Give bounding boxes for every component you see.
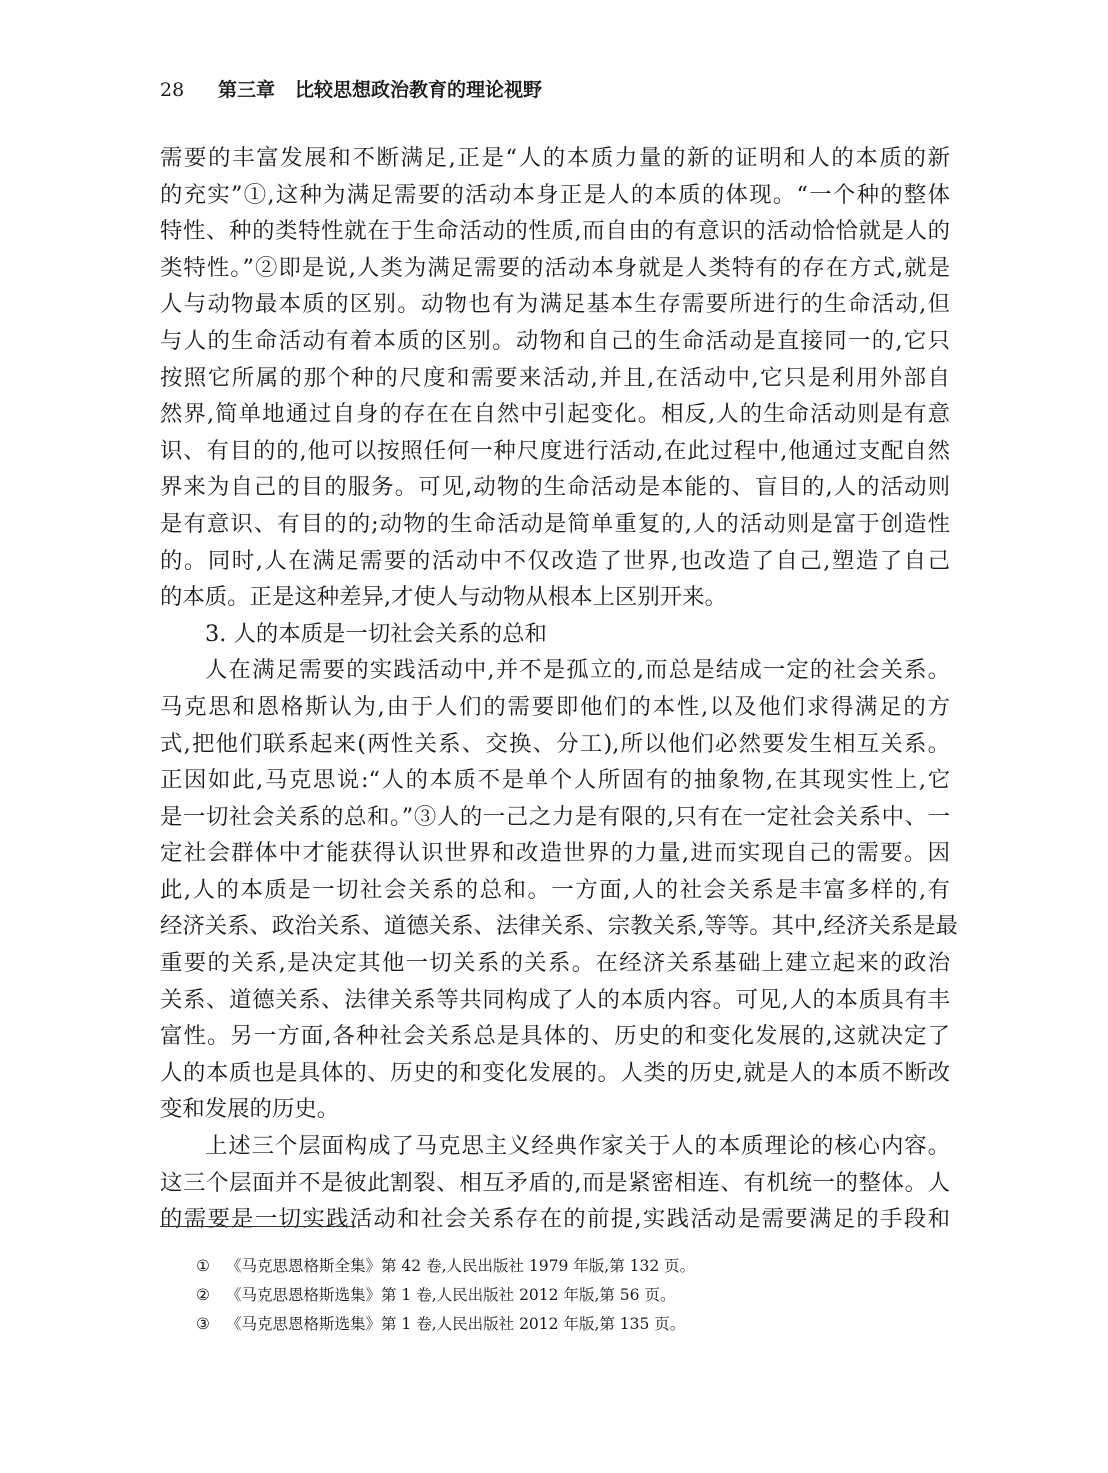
text-line: 是一切社会关系的总和。”③人的一己之力是有限的,只有在一定社会关系中、一 <box>160 803 950 830</box>
text-line: 类特性。”②即是说,人类为满足需要的活动本身就是人类特有的存在方式,就是 <box>160 254 950 281</box>
text-line: 的需要是一切实践活动和社会关系存在的前提,实践活动是需要满足的手段和 <box>160 1206 950 1233</box>
footnote <box>196 1310 896 1339</box>
text-line: 按照它所属的那个种的尺度和需要来活动,并且,在活动中,它只是利用外部自 <box>160 364 950 391</box>
page-number: 28 <box>160 79 185 101</box>
text-line: 重要的关系,是决定其他一切关系的关系。在经济关系基础上建立起来的政治 <box>160 950 950 977</box>
text-line: 此,人的本质是一切社会关系的总和。一方面,人的社会关系是丰富多样的,有 <box>160 876 950 903</box>
text-line: 的充实”①,这种为满足需要的活动本身正是人的本质的体现。“一个种的整体 <box>160 181 950 208</box>
text-line: 然界,简单地通过自身的存在在自然中引起变化。相反,人的生命活动则是有意 <box>160 401 950 428</box>
text-line: 是有意识、有目的的;动物的生命活动是简单重复的,人的活动则是富于创造性 <box>160 510 950 537</box>
footnote-mark: ① <box>196 1257 210 1275</box>
text-line: 的本质。正是这种差异,才使人与动物从根本上区别开来。 <box>160 584 727 611</box>
footnote-mark: ③ <box>196 1315 210 1333</box>
text-line: 特性、种的类特性就在于生命活动的性质,而自由的有意识的活动恰恰就是人的 <box>160 218 950 245</box>
text-line: 人在满足需要的实践活动中,并不是孤立的,而总是结成一定的社会关系。 <box>205 657 950 684</box>
text-line: 需要的丰富发展和不断满足,正是“人的本质力量的新的证明和人的本质的新 <box>160 145 950 171</box>
text-line: 界来为自己的目的服务。可见,动物的生命活动是本能的、盲目的,人的活动则 <box>160 474 950 501</box>
text-line: 正因如此,马克思说:“人的本质不是单个人所固有的抽象物,在其现实性上,它 <box>160 767 950 794</box>
body-text <box>160 140 958 1238</box>
section-heading: 3. 人的本质是一切社会关系的总和 <box>205 620 547 647</box>
text-line: 式,把他们联系起来(两性关系、交换、分工),所以他们必然要发生相互关系。 <box>160 730 950 757</box>
footnote <box>196 1252 896 1281</box>
text-line: 定社会群体中才能获得认识世界和改造世界的力量,进而实现自己的需要。因 <box>160 840 950 867</box>
text-line: 的。同时,人在满足需要的活动中不仅改造了世界,也改造了自己,塑造了自己 <box>160 547 950 574</box>
text-line: 人与动物最本质的区别。动物也有为满足基本生存需要所进行的生命活动,但 <box>160 291 950 318</box>
text-line: 富性。另一方面,各种社会关系总是具体的、历史的和变化发展的,这就决定了 <box>160 1023 950 1050</box>
footnote-text: 《马克思恩格斯选集》第 1 卷,人民出版社 2012 年版,第 56 页。 <box>226 1286 676 1304</box>
text-line: 人的本质也是具体的、历史的和变化发展的。人类的历史,就是人的本质不断改 <box>160 1059 950 1086</box>
footnote <box>196 1281 896 1310</box>
text-line: 识、有目的的,他可以按照任何一种尺度进行活动,在此过程中,他通过支配自然 <box>160 437 950 464</box>
running-header <box>160 76 542 104</box>
text-line: 这三个层面并不是彼此割裂、相互矛盾的,而是紧密相连、有机统一的整体。人 <box>160 1169 950 1196</box>
text-line: 变和发展的历史。 <box>160 1096 340 1123</box>
footnote-text: 《马克思恩格斯选集》第 1 卷,人民出版社 2012 年版,第 135 页。 <box>226 1315 686 1333</box>
text-line: 经济关系、政治关系、道德关系、法律关系、宗教关系,等等。其中,经济关系是最 <box>160 913 958 940</box>
footnote-divider <box>160 1226 356 1227</box>
chapter-title: 比较思想政治教育的理论视野 <box>295 79 543 101</box>
chapter-label: 第三章 <box>218 79 276 101</box>
text-line: 马克思和恩格斯认为,由于人们的需要即他们的本性,以及他们求得满足的方 <box>160 693 950 720</box>
footnote-mark: ② <box>196 1286 210 1304</box>
footnote-text: 《马克思恩格斯全集》第 42 卷,人民出版社 1979 年版,第 132 页。 <box>226 1257 696 1275</box>
text-line: 与人的生命活动有着本质的区别。动物和自己的生命活动是直接同一的,它只 <box>160 327 950 354</box>
text-line: 上述三个层面构成了马克思主义经典作家关于人的本质理论的核心内容。 <box>205 1133 950 1160</box>
footnotes <box>196 1252 896 1339</box>
text-line: 关系、道德关系、法律关系等共同构成了人的本质内容。可见,人的本质具有丰 <box>160 986 950 1013</box>
